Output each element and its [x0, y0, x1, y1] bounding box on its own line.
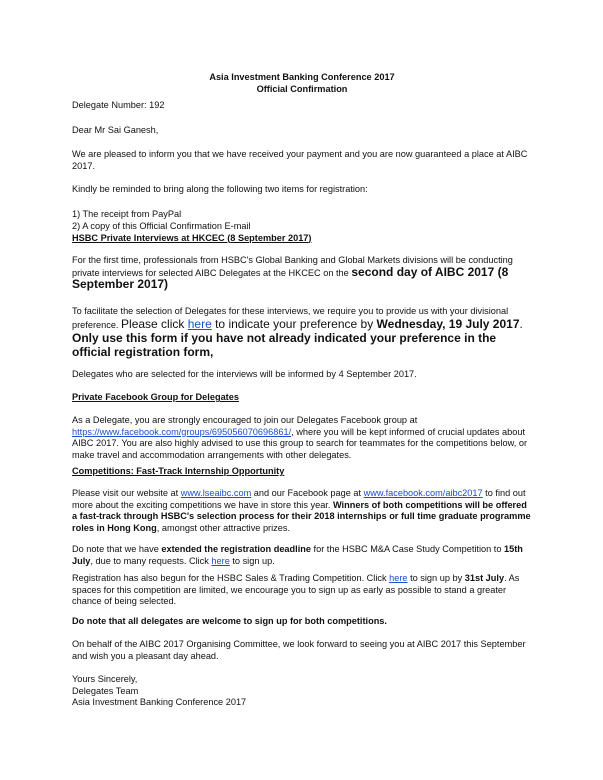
salutation: Dear Mr Sai Ganesh,	[72, 125, 159, 135]
hsbc-heading-text: HSBC Private Interviews at HKCEC (	[72, 233, 231, 243]
comp-p3-bold: 31st July	[464, 573, 505, 583]
hsbc-p1-text: For the first time, professionals from HSBC's Global Banking and Global Markets divisions will be conducting private interviews for selected AIBC Delegates at the HKCEC on the	[72, 255, 513, 278]
preference-here-link[interactable]: here	[187, 317, 212, 331]
comp-p1-text-c: to find out more about the exciting competitions we have in store this year.	[72, 488, 526, 510]
comp-p1-text-d: , amongst other attractive prizes.	[156, 522, 291, 533]
facebook-text-b: , where you will be kept informed of crucial updates about AIBC 2017. You are also highly advised to use this group to search for teammates for the competitions below, or make travel and accommodation arrangements with other delegates.	[72, 426, 528, 460]
comp-p2-text-b: for the HSBC M&A Case Study Competition to	[310, 544, 505, 554]
list-item: 2) A copy of this Official Confirmation E-mail	[72, 220, 251, 231]
list-item: 1) The receipt from PayPal	[72, 209, 182, 219]
delegate-number: Delegate Number: 192	[72, 100, 165, 110]
comp-p2-text-c: , due to many requests. Click	[90, 555, 212, 566]
title-line-2: Official Confirmation	[256, 83, 348, 94]
facebook-group-link[interactable]: https://www.facebook.com/groups/695056070696861/	[72, 426, 292, 437]
intro-paragraph: We are pleased to inform you that we have received your payment and you are now guaranteed a place at AIBC 2017.	[72, 149, 528, 171]
hsbc-p2-text-c: to indicate your preference by	[211, 317, 377, 331]
comp-p1-text-a: Please visit our website at	[72, 488, 181, 498]
hsbc-heading-date: 8 September 2017	[230, 233, 309, 243]
signoff	[72, 674, 532, 709]
competitions-paragraph-3	[72, 573, 532, 608]
comp-p2-text-d: to sign up.	[229, 555, 275, 566]
facebook-heading: Private Facebook Group for Delegates	[72, 392, 239, 402]
comp-p2-bold-1: extended the registration deadline	[161, 544, 311, 554]
comp-p3-text-c: . As spaces for this competition are limited, we encourage you to sign up as early as possible to stand a greater chance of being selected.	[72, 573, 520, 606]
facebook-text-a: As a Delegate, you are strongly encouraged to join our Delegates Facebook group at	[72, 415, 418, 425]
hsbc-heading	[72, 233, 532, 245]
hsbc-p2-note: Only use this form if you have not already indicated your preference in the official registration form,	[72, 331, 497, 359]
comp-p3-text-b: to sign up by	[407, 573, 465, 583]
competitions-paragraph-2	[72, 544, 532, 567]
comp-p1-bold: Winners of both competitions will be offered a fast-track through HSBC's selection process for their 2018 internships or full time graduate programme roles in Hong Kong	[72, 499, 531, 533]
hsbc-p2-deadline: Wednesday, 19 July 2017	[376, 317, 520, 331]
hsbc-p2-text-e: .	[519, 317, 523, 331]
comp-p3-text-a: Registration has also begun for the HSBC Sales & Trading Competition. Click	[72, 573, 390, 583]
reminder-paragraph: Kindly be reminded to bring along the following two items for registration:	[72, 184, 368, 194]
comp-p2-bold-2: 15th July	[72, 544, 523, 566]
competitions-paragraph-4: Do note that all delegates are welcome to sign up for both competitions.	[72, 616, 387, 626]
hsbc-p2-text-b: Please click	[121, 317, 188, 331]
facebook-paragraph	[72, 415, 532, 461]
closing-paragraph: On behalf of the AIBC 2017 Organising Committee, we look forward to seeing you at AIBC 2017 this September and wish you a pleasant day ahead.	[72, 639, 526, 661]
signoff-line: Delegates Team	[72, 685, 139, 696]
items-list	[72, 209, 532, 232]
letter-title	[72, 72, 532, 95]
competitions-paragraph-1	[72, 488, 532, 534]
hsbc-paragraph-1	[72, 255, 532, 292]
hsbc-heading-close: )	[308, 233, 312, 243]
hsbc-paragraph-2	[72, 305, 532, 360]
signoff-line: Asia Investment Banking Conference 2017	[72, 697, 247, 707]
facebook-page-link[interactable]: www.facebook.com/aibc2017	[363, 488, 483, 498]
hsbc-p2-text-a: To facilitate the selection of Delegates for these interviews, we require you to provide us with your divisional preference.	[72, 306, 509, 330]
hsbc-p1-date: second day of AIBC 2017 (8 September 2017)	[72, 264, 509, 291]
trading-signup-here-link[interactable]: here	[389, 573, 408, 583]
signoff-line: Yours Sincerely,	[72, 674, 138, 684]
comp-p2-text-a: Do note that we have	[72, 544, 162, 554]
competitions-heading: Competitions: Fast-Track Internship Opportunity	[72, 466, 285, 476]
website-link[interactable]: www.lseaibc.com	[180, 488, 252, 498]
title-line-1: Asia Investment Banking Conference 2017	[209, 72, 395, 82]
comp-p1-text-b: and our Facebook page at	[251, 488, 364, 498]
hsbc-paragraph-3: Delegates who are selected for the interviews will be informed by 4 September 2017.	[72, 369, 417, 379]
ma-signup-here-link[interactable]: here	[211, 555, 230, 566]
